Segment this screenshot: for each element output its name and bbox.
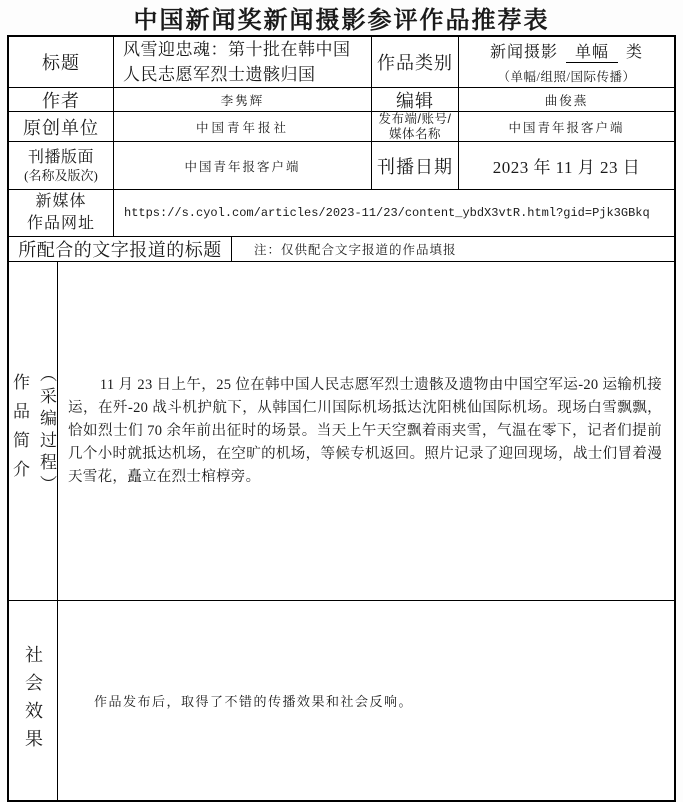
publish-platform-label-line1: 发布端/账号/ [378, 112, 452, 126]
work-intro-field-value [58, 262, 674, 601]
category-suffix: 类 [626, 44, 644, 61]
new-media-label-line1: 新媒体 [35, 193, 87, 210]
category-main-line [490, 39, 643, 63]
related-text-report-note: 注：仅供配合文字报道的作品填报 [232, 237, 674, 262]
publish-date-field-label: 刊播日期 [372, 142, 459, 190]
origin-org-field-label: 原创单位 [9, 112, 114, 142]
author-field-label: 作者 [9, 88, 114, 112]
editing-process-label-text: （采编过程） [37, 365, 56, 497]
page-title: 中国新闻奖新闻摄影参评作品推荐表 [133, 7, 550, 34]
publish-date-field-value: 2023 年 11 月 23 日 [459, 142, 674, 190]
social-effect-label-text: 社会效果 [23, 644, 43, 757]
category-field-value [459, 37, 674, 88]
article-url-text: https://s.cyol.com/articles/2023-11/23/content_ybdX3vtR.html?gid=Pjk3GBkq [124, 206, 650, 220]
category-prefix: 新闻摄影 [489, 44, 558, 61]
work-intro-label-text: 作品简介 [10, 373, 29, 489]
new-media-label-line2: 作品网址 [26, 215, 95, 232]
category-field-label: 作品类别 [372, 37, 459, 88]
related-text-report-title-label: 所配合的文字报道的标题 [9, 237, 232, 262]
editor-field-value: 曲俊燕 [459, 88, 674, 112]
title-field-label: 标题 [9, 37, 114, 88]
social-effect-paragraph: 作品发布后，取得了不错的传播效果和社会反响。 [94, 694, 414, 709]
title-field-value [114, 37, 372, 88]
editor-field-label: 编辑 [372, 88, 459, 112]
origin-org-field-value: 中国青年报社 [114, 112, 372, 142]
recommendation-table [7, 35, 676, 802]
author-field-value: 李隽辉 [114, 88, 372, 112]
work-intro-field-label [9, 262, 58, 601]
layout-label-sub: (名称及版次) [24, 168, 98, 183]
layout-label-main: 刊播版面 [27, 149, 94, 166]
publish-platform-field-value: 中国青年报客户端 [459, 112, 674, 142]
work-intro-paragraph: 11 月 23 日上午，25 位在韩中国人民志愿军烈士遗骸及遗物由中国空军运-20 运输机接运，在歼-20 战斗机护航下，从韩国仁川国际机场抵达沈阳桃仙国际机场。现场白雪飘飘，恰如烈士们 70 余年前出征时的场景。当天上午天空飘着雨夹雪，气温在零下，记者们提前几个小时就抵达机场，在空旷的机场，等候专机返回。照片记录了迎回现场，战士们冒着漫天雪花，矗立在烈士棺椁旁。 [68, 376, 662, 485]
category-options-note: （单幅/组照/国际传播） [497, 70, 636, 84]
new-media-url-field-value [114, 190, 674, 237]
category-selected-value: 单幅 [566, 39, 618, 63]
publish-platform-field-label [372, 112, 459, 142]
layout-field-label [9, 142, 114, 190]
title-value-line1: 风雪迎忠魂：第十批在韩中国 [123, 40, 351, 59]
title-value-line2: 人民志愿军烈士遗骸归国 [123, 65, 316, 84]
new-media-url-field-label [9, 190, 114, 237]
layout-field-value: 中国青年报客户端 [114, 142, 372, 190]
social-effect-field-label [9, 601, 58, 800]
social-effect-field-value [58, 601, 674, 800]
publish-platform-label-line2: 媒体名称 [388, 126, 441, 141]
